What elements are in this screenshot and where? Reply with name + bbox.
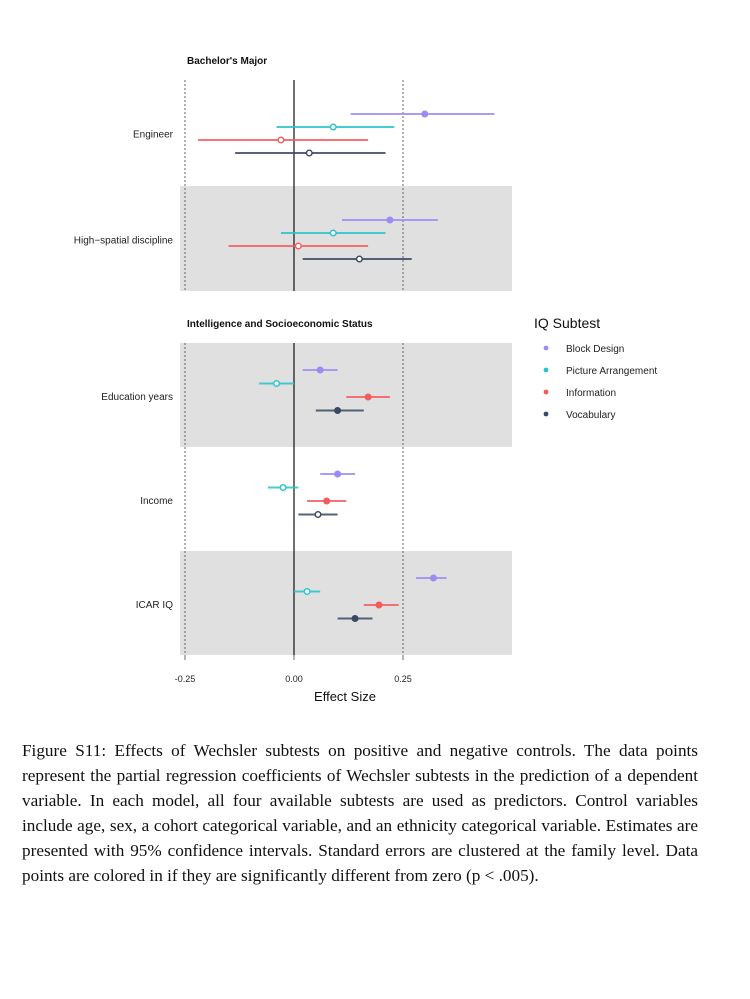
legend-label: Information: [566, 388, 617, 399]
estimate-point-filled: [335, 408, 341, 414]
legend-label: Block Design: [566, 344, 625, 355]
row-label: ICAR IQ: [135, 600, 173, 611]
estimate-point-open: [315, 512, 321, 518]
panel-title: Bachelor's Major: [187, 56, 268, 67]
row-label: Income: [140, 496, 173, 507]
legend-title: IQ Subtest: [534, 315, 601, 331]
x-tick-label: 0.00: [285, 674, 303, 684]
estimate-point-filled: [335, 471, 341, 477]
estimate-point-filled: [422, 111, 428, 117]
estimate-point-filled: [324, 498, 330, 504]
estimate-point-filled: [387, 217, 393, 223]
x-axis-title: Effect Size: [314, 689, 376, 704]
estimate-point-open: [278, 137, 284, 143]
row-shading: [180, 186, 512, 291]
row-label: High−spatial discipline: [73, 235, 173, 247]
figure-caption: Figure S11: Effects of Wechsler subtests on positive and negative controls. The data points represent the partial regression coefficients of Wechsler subtests in the prediction of a dependent variable. In each model, all four available subtests are used as predictors. Control variables include age, sex, a cohort categorical variable, and an ethnicity categorical variable. Estimates are presented with 95% confidence intervals. Standard errors are clustered at the family level. Data points are colored in if they are significantly different from zero (p < .005).: [22, 741, 698, 885]
estimate-point-open: [296, 243, 302, 249]
estimate-point-open: [330, 230, 336, 236]
legend-swatch: [544, 346, 549, 351]
estimate-point-open: [330, 124, 336, 130]
panel-title: Intelligence and Socioeconomic Status: [187, 319, 373, 330]
estimate-point-filled: [365, 394, 371, 400]
estimate-point-filled: [431, 575, 437, 581]
estimate-point-open: [357, 256, 363, 262]
x-tick-label: 0.25: [394, 674, 412, 684]
estimate-point-open: [306, 150, 312, 156]
row-shading: [180, 343, 512, 447]
legend-swatch: [544, 412, 549, 417]
legend-label: Picture Arrangement: [566, 366, 658, 377]
estimate-point-filled: [376, 602, 382, 608]
legend-swatch: [544, 390, 549, 395]
estimate-point-open: [274, 381, 280, 387]
estimate-point-open: [280, 485, 286, 491]
estimate-point-open: [304, 589, 310, 595]
row-shading: [180, 551, 512, 655]
row-label: Engineer: [132, 129, 173, 141]
legend-label: Vocabulary: [566, 410, 616, 421]
estimate-point-filled: [317, 367, 323, 373]
row-label: Education years: [101, 392, 173, 403]
estimate-point-filled: [352, 616, 358, 622]
x-tick-label: -0.25: [174, 674, 196, 684]
legend-swatch: [544, 368, 549, 373]
